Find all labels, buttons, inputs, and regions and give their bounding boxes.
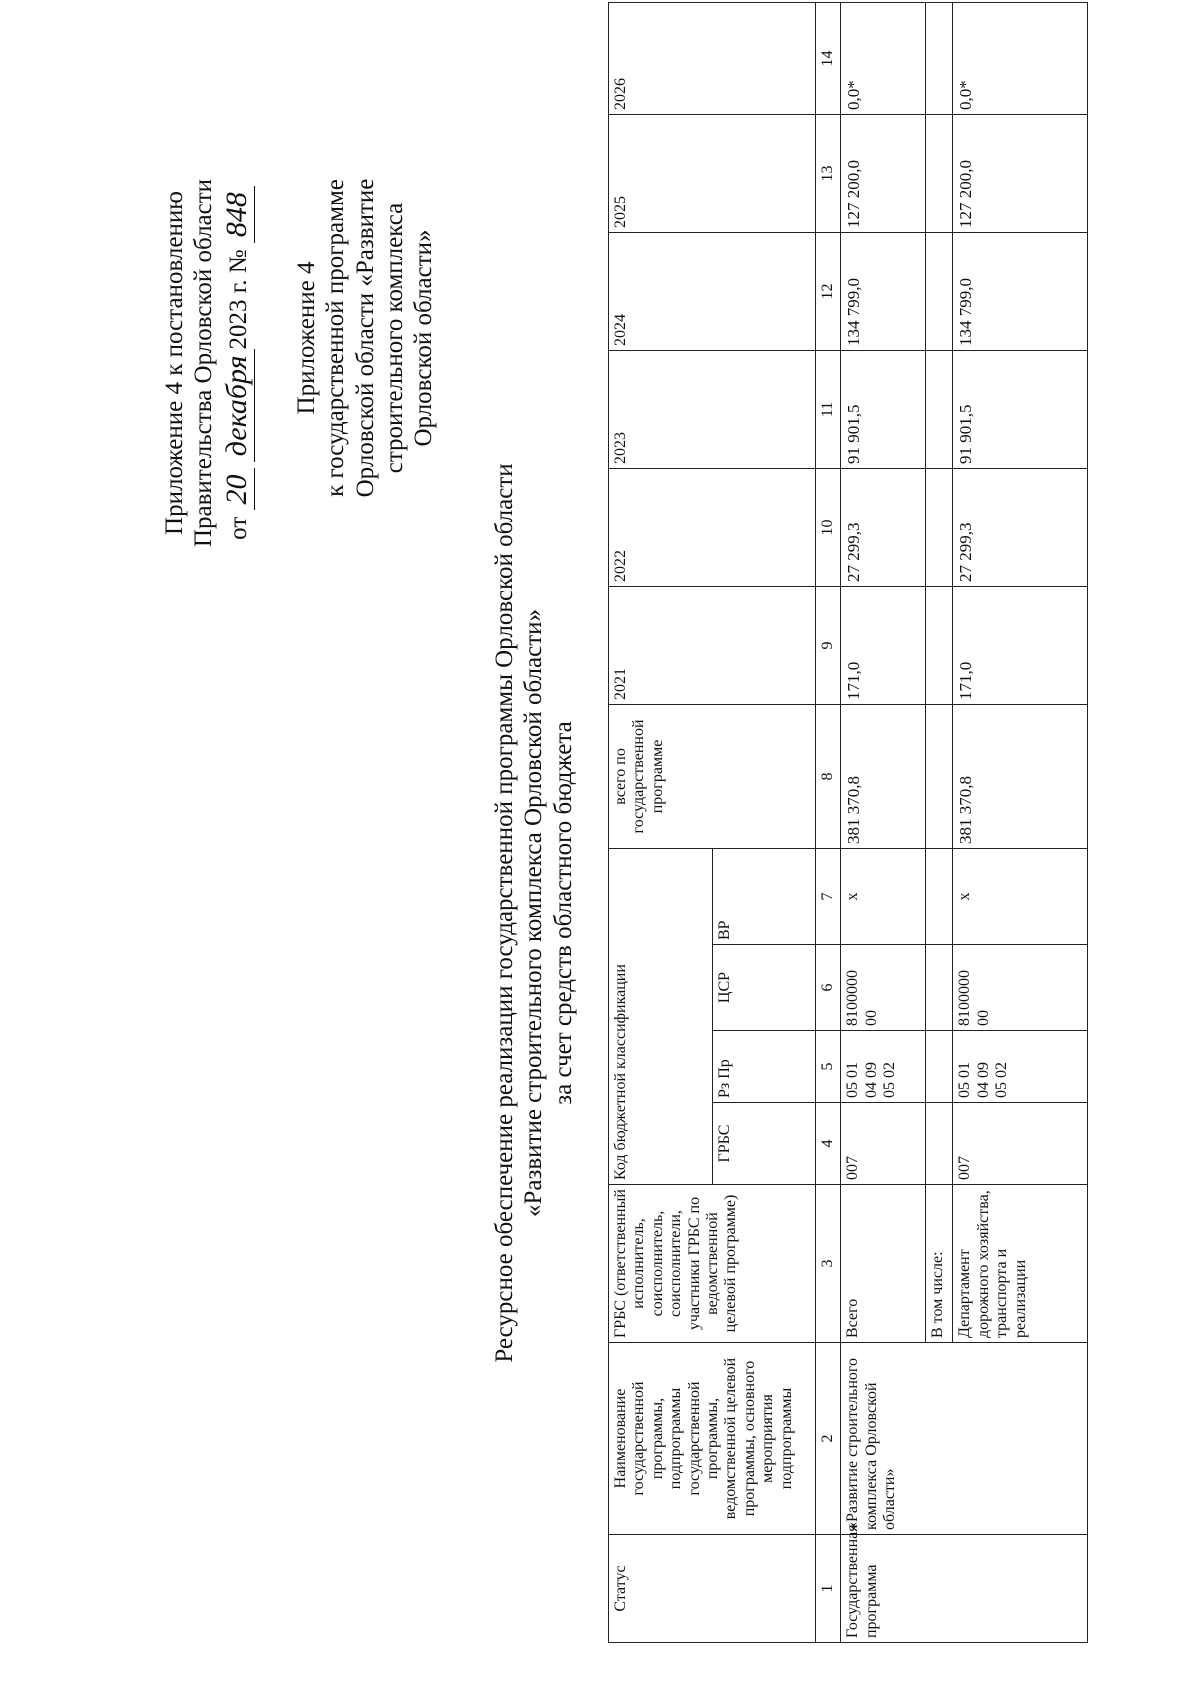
csr-code: 00 [862, 1010, 880, 1026]
row-value-2023: 91 901,5 [841, 350, 926, 468]
rzpr-code: 04 09 [974, 1062, 992, 1098]
row-grbs-role: Всего [841, 1185, 926, 1343]
header-budget-code: Код бюджетной классификации [609, 848, 713, 1184]
header-year-2021: 2021 [609, 586, 816, 704]
header-year-2025: 2025 [609, 114, 816, 232]
colnum-11: 11 [816, 350, 841, 468]
row-value-2024: 134 799,0 [953, 232, 1088, 350]
header-year-2024: 2024 [609, 232, 816, 350]
document-title [490, 383, 578, 1443]
colnum-4: 4 [816, 1103, 841, 1185]
row-status: Государственная программа [841, 1535, 1088, 1643]
row-grbs: 007 [953, 1103, 1088, 1185]
date-prefix: от [224, 516, 252, 540]
title-line2: «Развитие строительного комплекса Орловской области» [520, 608, 548, 1218]
empty-cell [926, 586, 953, 704]
csr-code: 00 [974, 1010, 992, 1026]
rzpr-code: 05 01 [956, 1062, 974, 1098]
empty-cell [926, 2, 953, 114]
row-grbs-role: В том числе: [926, 1185, 953, 1343]
row-value-2026: 0,0* [841, 2, 926, 114]
row-value-2022: 27 299,3 [841, 468, 926, 586]
header-grbs-role: ГРБС (ответственный исполнитель, соисполнитель, соисполнители, участники ГРБС по ведомственной целевой программе) [609, 1185, 816, 1343]
colnum-2: 2 [816, 1343, 841, 1535]
colnum-6: 6 [816, 945, 841, 1031]
csr-code: 8100000 [956, 970, 974, 1026]
decree-date-line [219, 43, 255, 683]
row-vr: х [841, 848, 926, 944]
date-year: 2023 г. № [224, 249, 252, 350]
colnum-3: 3 [816, 1185, 841, 1343]
row-value-2024: 134 799,0 [841, 232, 926, 350]
colnum-12: 12 [816, 232, 841, 350]
header-rzpr: Рз Пр [712, 1031, 816, 1103]
decree-number: 848 [219, 186, 255, 243]
header-total-by-program: всего по государственной программе [609, 704, 816, 848]
annex-decree-line1: Приложение 4 к постановлению [161, 191, 188, 535]
row-csr [841, 945, 926, 1031]
empty-cell [926, 232, 953, 350]
annex-program-line5: Орловской области» [410, 229, 437, 447]
column-number-row [816, 2, 841, 1642]
header-year-2026: 2026 [609, 2, 816, 114]
csr-code: 8100000 [844, 970, 862, 1026]
annex-program-line1: Приложение 4 [293, 261, 320, 415]
rzpr-code: 05 02 [881, 1062, 899, 1098]
date-day: 20 [219, 468, 255, 510]
row-total: 381 370,8 [953, 704, 1088, 848]
rzpr-code: 05 02 [993, 1062, 1011, 1098]
row-rzpr [953, 1031, 1088, 1103]
row-value-2025: 127 200,0 [953, 114, 1088, 232]
header-name: Наименование государственной программы, подпрограммы государственной программы, ведомственной целевой программы, основного мероприятия подпрограммы [609, 1343, 816, 1535]
row-vr: х [953, 848, 1088, 944]
colnum-1: 1 [816, 1535, 841, 1643]
decree-annex-header [160, 43, 255, 683]
row-value-2026: 0,0* [953, 2, 1088, 114]
table-row [841, 2, 926, 1642]
empty-cell [926, 848, 953, 944]
empty-cell [926, 1103, 953, 1185]
title-line1: Ресурсное обеспечение реализации государственной программы Орловской области [491, 463, 518, 1363]
empty-cell [926, 468, 953, 586]
row-name: «Развитие строительного комплекса Орловской области» [841, 1343, 1088, 1535]
header-csr: ЦСР [712, 945, 816, 1031]
colnum-5: 5 [816, 1031, 841, 1103]
header-vr: ВР [712, 848, 816, 944]
header-status: Статус [609, 1535, 816, 1643]
empty-cell [926, 704, 953, 848]
resource-table [608, 2, 1088, 1643]
row-value-2022: 27 299,3 [953, 468, 1088, 586]
row-grbs-role: Департамент дорожного хозяйства, транспорта и реализации [953, 1185, 1088, 1343]
rzpr-code: 04 09 [862, 1062, 880, 1098]
empty-cell [926, 350, 953, 468]
colnum-13: 13 [816, 114, 841, 232]
row-rzpr [841, 1031, 926, 1103]
header-grbs: ГРБС [712, 1103, 816, 1185]
empty-cell [926, 1031, 953, 1103]
annex-program-line4: строительного комплекса [380, 202, 408, 474]
row-total: 381 370,8 [841, 704, 926, 848]
rzpr-code: 05 01 [844, 1062, 862, 1098]
annex-decree-line2: Правительства Орловской области [190, 178, 218, 548]
header-year-2023: 2023 [609, 350, 816, 468]
annex-program-line2: к государственной программе [322, 179, 350, 497]
program-annex-header [292, 133, 438, 543]
colnum-8: 8 [816, 704, 841, 848]
colnum-10: 10 [816, 468, 841, 586]
row-csr [953, 945, 1088, 1031]
annex-program-line3: Орловской области «Развитие [351, 178, 379, 498]
header-row-1 [609, 2, 713, 1642]
colnum-14: 14 [816, 2, 841, 114]
empty-cell [926, 945, 953, 1031]
title-line3: за счет средств областного бюджета [549, 721, 577, 1105]
row-value-2025: 127 200,0 [841, 114, 926, 232]
empty-cell [926, 114, 953, 232]
row-value-2021: 171,0 [953, 586, 1088, 704]
row-value-2021: 171,0 [841, 586, 926, 704]
row-value-2023: 91 901,5 [953, 350, 1088, 468]
header-year-2022: 2022 [609, 468, 816, 586]
row-grbs: 007 [841, 1103, 926, 1185]
date-month: декабря [219, 349, 255, 462]
colnum-7: 7 [816, 848, 841, 944]
colnum-9: 9 [816, 586, 841, 704]
